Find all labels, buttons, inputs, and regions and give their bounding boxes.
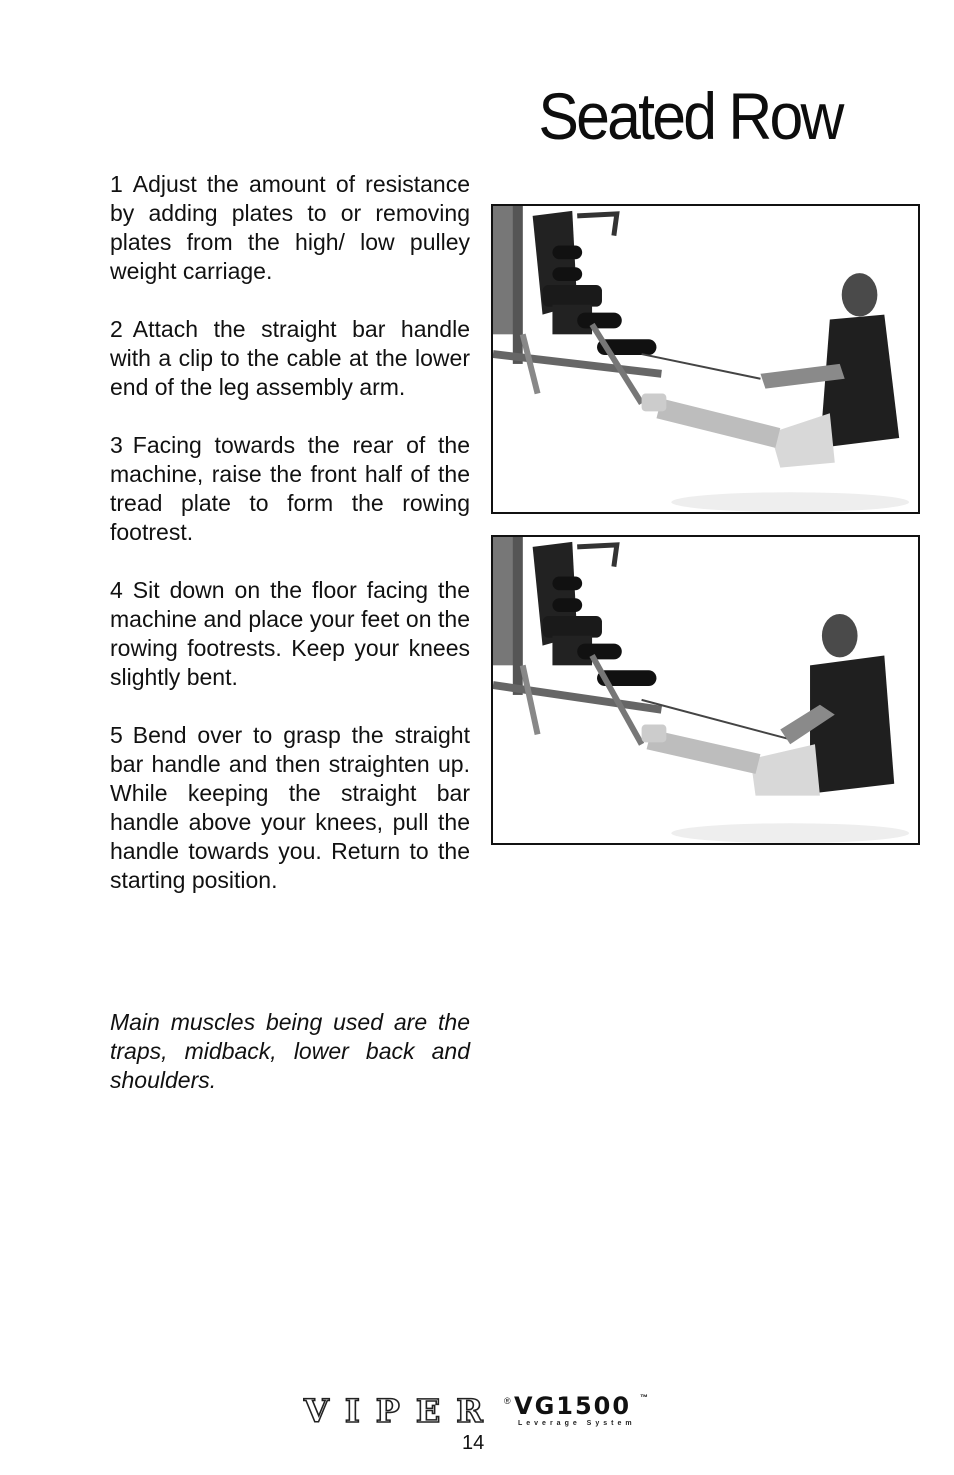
- step-text: Adjust the amount of resistance by adding plates to or removing plates from the high/ low pulley weight carriage.: [110, 171, 470, 284]
- step-number: 2: [110, 316, 123, 342]
- step-number: 5: [110, 722, 123, 748]
- step-number: 1: [110, 171, 123, 197]
- seated-row-pull-photo: [491, 535, 920, 845]
- viper-logo: [304, 1392, 664, 1432]
- step-number: 3: [110, 432, 123, 458]
- exercise-illustration: [493, 206, 918, 512]
- trademark-mark: ™: [640, 1393, 648, 1402]
- registered-mark: ®: [504, 1396, 511, 1406]
- step-4: [110, 576, 470, 692]
- logo-subline: Leverage System: [518, 1420, 636, 1427]
- step-number: 4: [110, 577, 123, 603]
- step-2: [110, 315, 470, 402]
- step-text: Bend over to grasp the straight bar handle and then straighten up. While keeping the straight bar handle above your knees, pull the handle towards you. Return to the starting position.: [110, 722, 470, 893]
- logo-model: VG1500: [514, 1392, 632, 1420]
- muscles-note: Main muscles being used are the traps, midback, lower back and shoulders.: [110, 1009, 470, 1093]
- logo-brand: VIPER: [304, 1392, 499, 1430]
- step-5: [110, 721, 470, 895]
- exercise-illustration: [493, 537, 918, 843]
- step-text: Attach the straight bar handle with a clip to the cable at the lower end of the leg assembly arm.: [110, 316, 470, 400]
- step-3: [110, 431, 470, 547]
- seated-row-start-photo: [491, 204, 920, 514]
- instructions-column: [110, 170, 470, 924]
- step-text: Sit down on the floor facing the machine and place your feet on the rowing footrests. Keep your knees slightly bent.: [110, 577, 470, 690]
- page-title: Seated Row: [538, 79, 842, 153]
- step-1: [110, 170, 470, 286]
- page-number: 14: [462, 1432, 485, 1454]
- step-text: Facing towards the rear of the machine, raise the front half of the tread plate to form the rowing footrest.: [110, 432, 470, 545]
